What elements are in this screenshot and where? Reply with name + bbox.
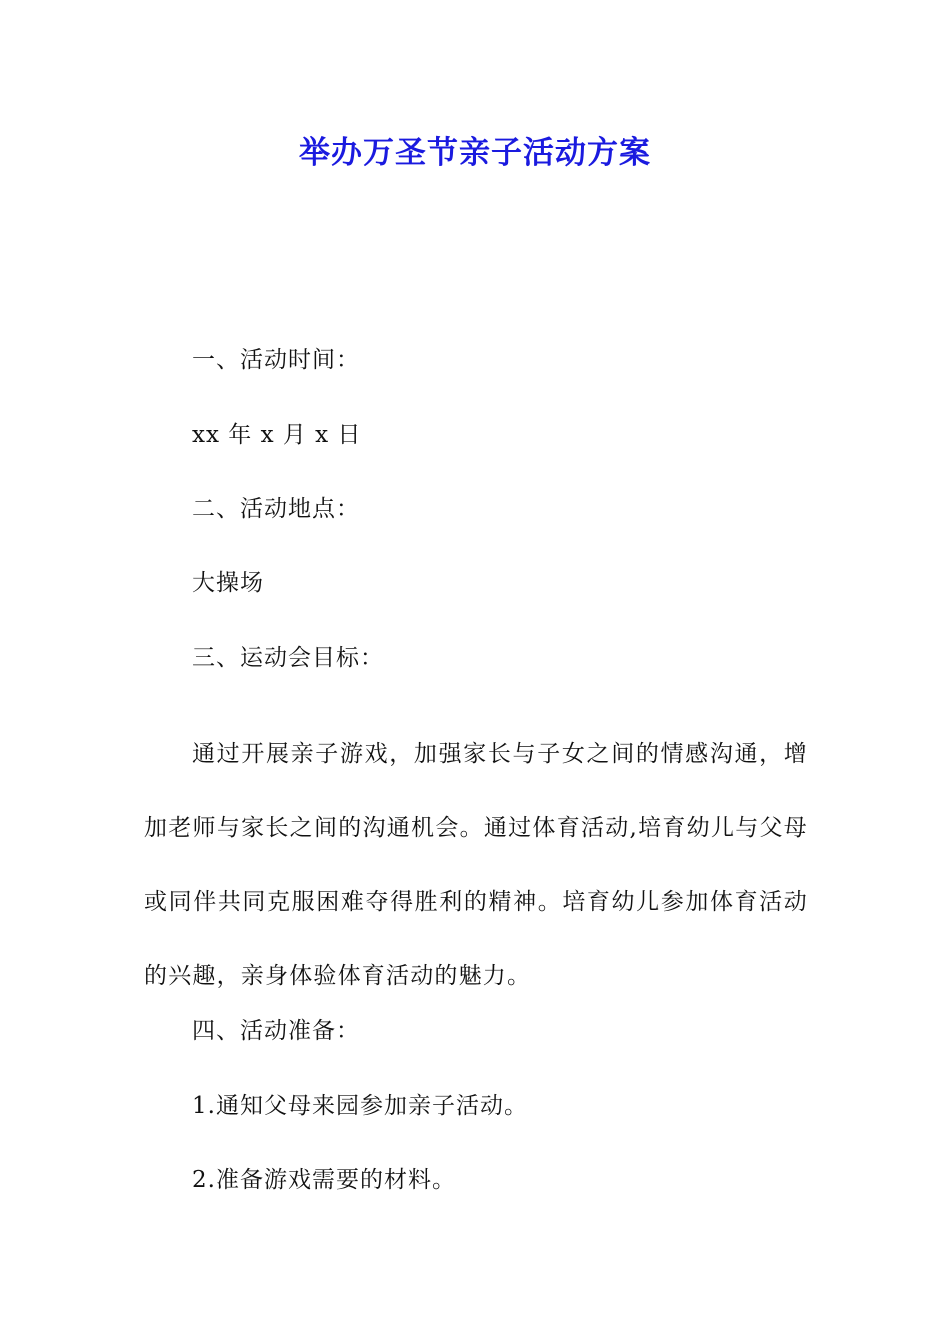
preparation-item-2: 2.准备游戏需要的材料。 xyxy=(192,1167,456,1193)
section-heading-preparation: 四、活动准备： xyxy=(192,1018,360,1044)
section-heading-goals: 三、运动会目标： xyxy=(192,645,384,671)
section-heading-time: 一、活动时间： xyxy=(192,347,360,373)
activity-date: xx 年 x 月 x 日 xyxy=(192,422,362,448)
preparation-item-1: 1.通知父母来园参加亲子活动。 xyxy=(192,1093,528,1119)
section-heading-location: 二、活动地点： xyxy=(192,496,360,522)
goals-paragraph: 通过开展亲子游戏，加强家长与子女之间的情感沟通，增加老师与家长之间的沟通机会。通过体育活动,培育幼儿与父母或同伴共同克服困难夺得胜利的精神。培育幼儿参加体育活动的兴趣，亲身体验体育活动的魅力。 xyxy=(144,741,808,989)
document-title: 举办万圣节亲子活动方案 xyxy=(299,135,651,171)
activity-location: 大操场 xyxy=(192,570,264,596)
